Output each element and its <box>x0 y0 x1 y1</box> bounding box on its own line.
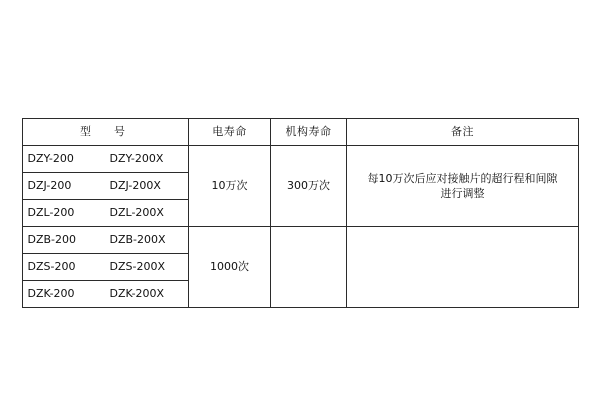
spec-table <box>22 118 579 308</box>
mechanical-life-group-1: 300万次 <box>271 146 347 227</box>
model-code-variant: DZK-200X <box>109 287 165 301</box>
model-code-primary: DZK-200 <box>27 287 75 301</box>
model-code-variant: DZL-200X <box>109 206 164 220</box>
model-code-variant: DZJ-200X <box>109 179 161 193</box>
table-row <box>23 227 579 254</box>
model-cell <box>23 200 189 227</box>
remarks-group-1 <box>347 146 579 227</box>
model-code-primary: DZL-200 <box>27 206 75 220</box>
table-row <box>23 146 579 173</box>
model-code-primary: DZJ-200 <box>27 179 72 193</box>
model-code-primary: DZS-200 <box>27 260 76 274</box>
mechanical-life-group-2 <box>271 227 347 308</box>
electrical-life-group-1: 10万次 <box>189 146 271 227</box>
model-code-primary: DZY-200 <box>27 152 74 166</box>
header-model: 型 号 <box>23 119 189 146</box>
model-cell <box>23 227 189 254</box>
remarks-line-2: 进行调整 <box>440 187 485 200</box>
model-code-variant: DZB-200X <box>109 233 166 247</box>
model-code-variant: DZY-200X <box>109 152 164 166</box>
remarks-group-2 <box>347 227 579 308</box>
header-electrical-life: 电寿命 <box>189 119 271 146</box>
remarks-line-1: 每10万次后应对接触片的超行程和间隙 <box>367 171 558 185</box>
spec-table-container <box>22 118 578 308</box>
model-cell <box>23 281 189 308</box>
header-mechanical-life: 机构寿命 <box>271 119 347 146</box>
model-cell <box>23 146 189 173</box>
table-header-row <box>23 119 579 146</box>
electrical-life-group-2: 1000次 <box>189 227 271 308</box>
model-code-variant: DZS-200X <box>109 260 165 274</box>
model-cell <box>23 254 189 281</box>
model-cell <box>23 173 189 200</box>
model-code-primary: DZB-200 <box>27 233 77 247</box>
header-remarks: 备注 <box>347 119 579 146</box>
